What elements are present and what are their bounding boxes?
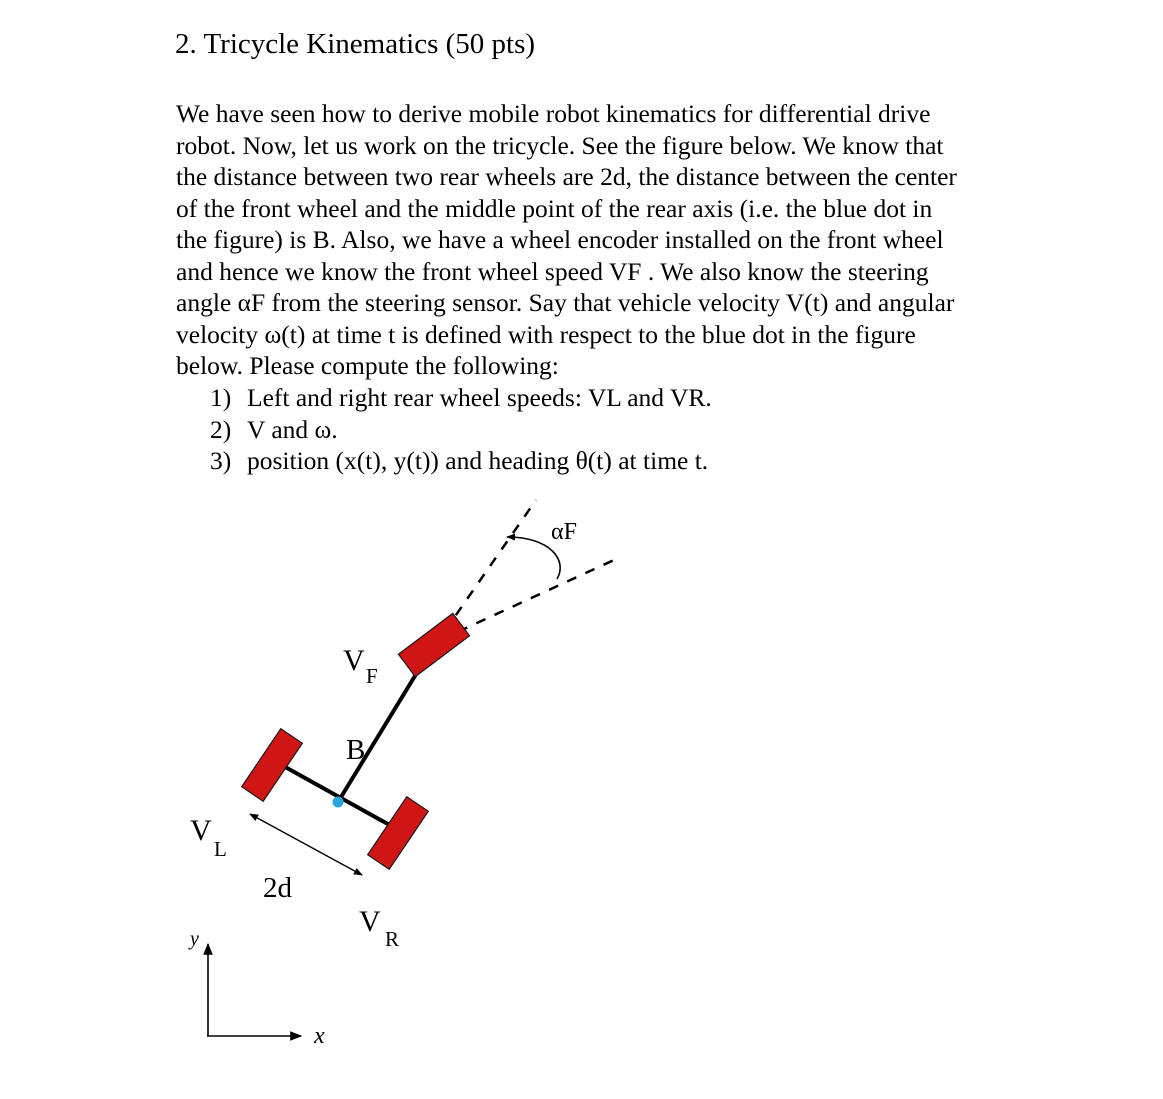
rear-axle-midpoint-dot (333, 797, 344, 808)
list-number: 3) (210, 446, 232, 475)
list-text: position (x(t), y(t)) and heading θ(t) at time t. (247, 446, 709, 475)
front-wheel (398, 613, 469, 676)
list-number: 2) (210, 414, 232, 444)
vf-main: V (343, 644, 365, 677)
list-number: 1) (210, 383, 232, 412)
alpha-f-label: αF (551, 519, 577, 545)
two-d-label: 2d (263, 872, 292, 904)
vl-main: V (190, 814, 212, 847)
b-label: B (346, 734, 366, 766)
vl-subscript: L (214, 837, 227, 861)
left-rear-wheel (242, 729, 303, 802)
paragraph-line: angle αF from the steering sensor. Say that vehicle velocity V(t) and angular (176, 288, 955, 317)
paragraph-line: the distance between two rear wheels are 2d, the distance between the center (176, 162, 957, 191)
paragraph-line: robot. Now, let us work on the tricycle. See the figure below. We know that (176, 130, 944, 160)
vf-subscript: F (366, 664, 378, 688)
section-title: 2. Tricycle Kinematics (50 pts) (175, 28, 536, 60)
rear-axle (269, 758, 404, 833)
paragraph-line: We have seen how to derive mobile robot kinematics for differential drive (176, 99, 931, 128)
paragraph-line: of the front wheel and the middle point of the rear axis (i.e. the blue dot in (176, 193, 933, 223)
list-text: V and ω. (247, 414, 338, 444)
heading-dashed-line (440, 560, 614, 640)
paragraph-line: velocity ω(t) at time t is defined with respect to the blue dot in the figure (176, 319, 916, 349)
vr-main: V (359, 905, 381, 938)
two-d-dimension-arrow (250, 814, 362, 875)
list-text: Left and right rear wheel speeds: VL and VR. (247, 383, 712, 412)
vr-label (359, 905, 399, 951)
vf-label (343, 644, 378, 688)
paragraph-line: and hence we know the front wheel speed VF . We also know the steering (176, 256, 929, 286)
x-axis-label: x (314, 1023, 325, 1049)
vl-label (190, 814, 227, 861)
paragraph-line: below. Please compute the following: (176, 351, 559, 380)
y-axis-label: y (190, 928, 199, 950)
paragraph-line: the figure) is B. Also, we have a wheel encoder installed on the front wheel (176, 225, 944, 254)
vr-subscript: R (385, 927, 400, 951)
right-rear-wheel (368, 797, 429, 870)
